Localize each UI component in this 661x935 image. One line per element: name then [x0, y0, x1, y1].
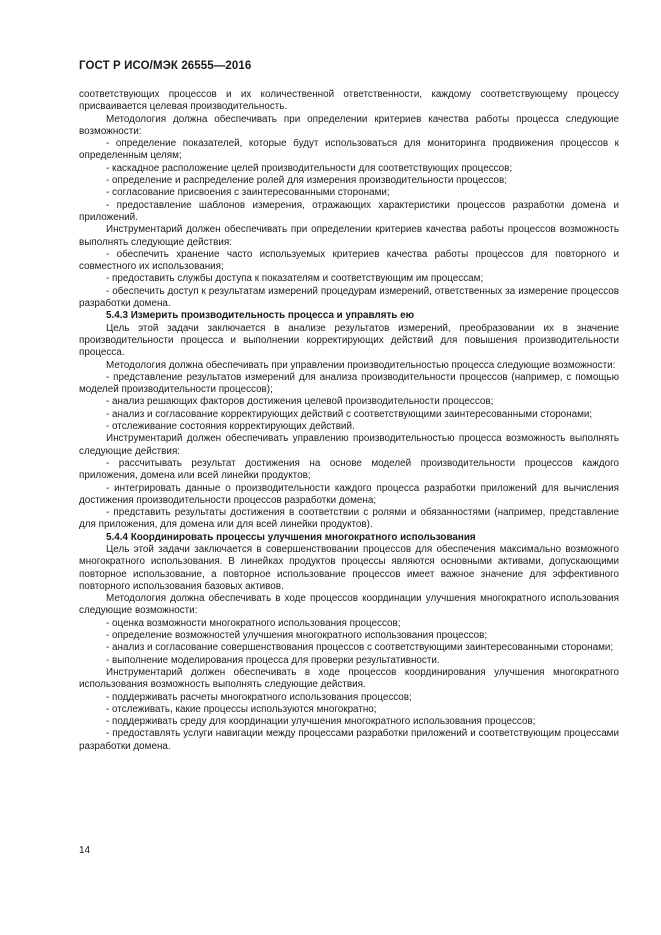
paragraph: Инструментарий должен обеспечивать в ходе процессов координирования улучшения многократного использования возможность выполнять следующие действия. [79, 666, 619, 691]
paragraph: Цель этой задачи заключается в анализе результатов измерений, преобразовании их в значение производительности процесса и выполнении корректирующих действий для повышения производительности процесса. [79, 322, 619, 359]
list-item: - интегрировать данные о производительности каждого процесса разработки приложений для вычисления достижения производительности процессов разработки домена; [79, 482, 619, 506]
list-item: - поддерживать среду для координации улучшения многократного использования процессов; [106, 716, 536, 728]
list-item: - выполнение моделирования процесса для проверки результативности. [106, 654, 440, 666]
list-item: - предоставление шаблонов измерения, отражающих характеристики процессов разработки домена и приложений. [79, 199, 619, 223]
list-item: - рассчитывать результат достижения на основе моделей производительности процессов каждого приложения, домена или всей линейки продуктов; [79, 457, 619, 482]
list-item: - определение показателей, которые будут использоваться для мониторинга продвижения процессов к определенным целям; [79, 138, 619, 162]
list-item: - обеспечить хранение часто используемых критериев качества работы процессов для повторного и совместного их использования; [79, 248, 619, 273]
paragraph: Методология должна обеспечивать при управлении производительностью процесса следующие возможности: [106, 359, 616, 371]
list-item: - определение возможностей улучшения многократного использования процессов; [106, 630, 488, 642]
list-item: - поддерживать расчеты многократного использования процессов; [106, 691, 412, 703]
list-item: - оценка возможности многократного использования процессов; [106, 617, 401, 629]
list-item: - отслеживать, какие процессы используются многократно; [106, 703, 377, 715]
paragraph: Методология должна обеспечивать при определении критериев качества работы процесса следующие возможности: [79, 113, 619, 137]
section-heading: 5.4.3 Измерить производительность процесса и управлять ею [106, 310, 415, 322]
list-item: - определение и распределение ролей для измерения производительности процессов; [106, 175, 508, 187]
list-item: - обеспечить доступ к результатам измерений процедурам измерений, ответственных за измерение процессов разработки домена. [79, 285, 619, 310]
list-item: - предоставить службы доступа к показателям и соответствующим им процессам; [106, 273, 484, 285]
list-item: - согласование присвоения с заинтересованными сторонами; [106, 187, 390, 199]
list-item: - предоставлять услуги навигации между процессами разработки приложений и соответствующим процессами разработки домена. [79, 728, 619, 752]
list-item: - каскадное расположение целей производительности для соответствующих процессов; [106, 162, 513, 174]
paragraph: Инструментарий должен обеспечивать управлению производительностью процесса возможность выполнять следующие действия: [79, 433, 619, 457]
paragraph: соответствующих процессов и их количественной ответственности, каждому соответствующему процессу присваивается целевая производительность. [79, 89, 619, 113]
list-item: - анализ и согласование совершенствования процессов с соответствующими заинтересованными сторонами; [106, 642, 614, 654]
list-item: - анализ решающих факторов достижения целевой производительности процессов; [106, 396, 494, 408]
list-item: - анализ и согласование корректирующих действий с соответствующими заинтересованными сторонами; [106, 408, 593, 420]
document-header: ГОСТ Р ИСО/МЭК 26555—2016 [79, 60, 252, 72]
document-body [79, 89, 619, 753]
paragraph: Цель этой задачи заключается в совершенствовании процессов для обеспечения максимально возможного многократного использования. В линейках продуктов процессы являются основными активами, допускающими повторное использование, а повторное использование процессов имеет важное значение для эффективного повторного использования базовых активов. [79, 543, 619, 592]
list-item: - представление результатов измерений для анализа производительности процессов (например, с помощью моделей производительности процессов); [79, 371, 619, 396]
list-item: - представить результаты достижения в соответствии с ролями и обязанностями (например, представление для приложения, для домена или для всей линейки продуктов). [79, 507, 619, 531]
list-item: - отслеживание состояния корректирующих действий. [106, 421, 355, 433]
section-heading: 5.4.4 Координировать процессы улучшения многократного использования [106, 531, 476, 543]
page-number: 14 [79, 845, 91, 856]
paragraph: Методология должна обеспечивать в ходе процессов координации улучшения многократного использования следующие возможности: [79, 593, 619, 617]
paragraph: Инструментарий должен обеспечивать при определении критериев качества работы процессов возможность выполнять следующие действия: [79, 224, 619, 248]
